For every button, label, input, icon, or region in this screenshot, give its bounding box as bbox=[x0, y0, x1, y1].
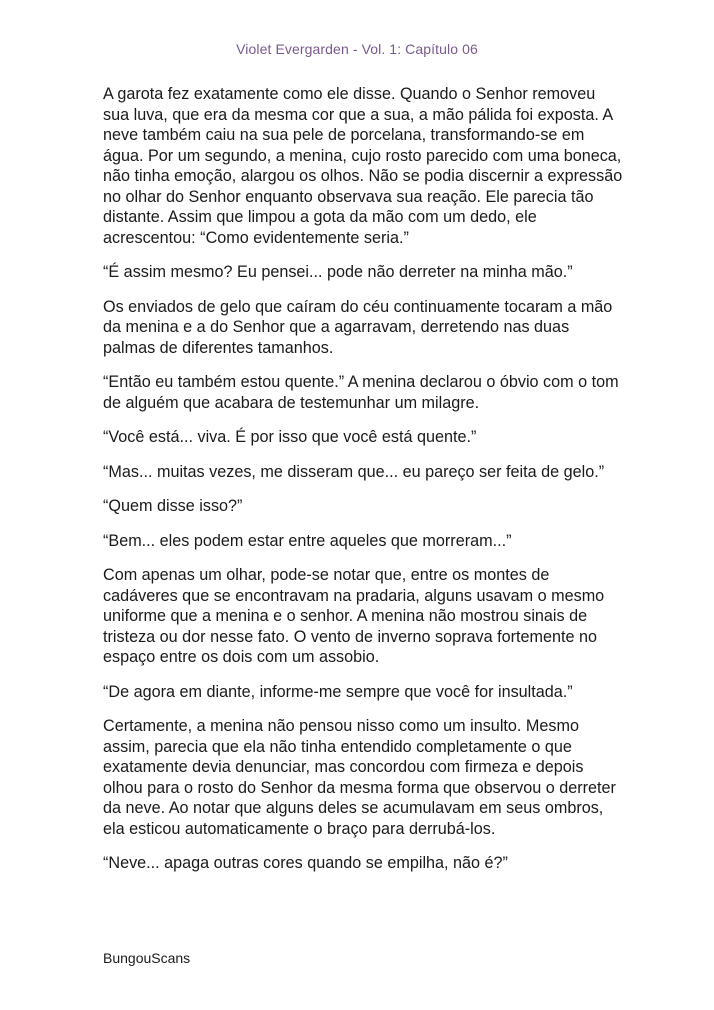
paragraph: “Quem disse isso?” bbox=[103, 497, 243, 515]
paragraph: “Você está... viva. É por isso que você está quente.” bbox=[103, 428, 477, 446]
paragraph: A garota fez exatamente como ele disse. Quando o Senhor removeu sua luva, que era da mesma cor que a sua, a mão pálida foi exposta. A neve também caiu na sua pele de porcelana, transformando-se em água. Por um segundo, a menina, cujo rosto parecido com uma boneca, não tinha emoção, alargou os olhos. Não se podia discernir a expressão no olhar do Senhor enquanto observava sua reação. Ele parecia tão distante. Assim que limpou a gota da mão com um dedo, ele acrescentou: “Como evidentemente seria.” bbox=[103, 85, 623, 247]
footer-credit: BungouScans bbox=[103, 950, 191, 966]
paragraph: “Então eu também estou quente.” A menina declarou o óbvio com o tom de alguém que acabara de testemunhar um milagre. bbox=[103, 373, 619, 412]
running-header: Violet Evergarden - Vol. 1: Capítulo 06 bbox=[236, 41, 478, 57]
paragraph: “Bem... eles podem estar entre aqueles que morreram...” bbox=[103, 531, 512, 550]
chapter-body bbox=[103, 84, 623, 888]
paragraph: Com apenas um olhar, pode-se notar que, entre os montes de cadáveres que se encontravam na pradaria, alguns usavam o mesmo uniforme que a menina e o senhor. A menina não mostrou sinais de tristeza ou dor nesse fato. O vento de inverno soprava fortemente no espaço entre os dois com um assobio. bbox=[103, 566, 605, 666]
paragraph: “De agora em diante, informe-me sempre que você for insultada.” bbox=[103, 682, 573, 701]
paragraph: “Mas... muitas vezes, me disseram que... eu pareço ser feita de gelo.” bbox=[103, 462, 605, 481]
paragraph: Os enviados de gelo que caíram do céu continuamente tocaram a mão da menina e a do Senhor que a agarravam, derretendo nas duas palmas de diferentes tamanhos. bbox=[103, 297, 613, 357]
paragraph: Certamente, a menina não pensou nisso como um insulto. Mesmo assim, parecia que ela não tinha entendido completamente o que exatamente devia denunciar, mas concordou com firmeza e depois olhou para o rosto do Senhor da mesma forma que observou o derreter da neve. Ao notar que alguns deles se acumulavam em seus ombros, ela esticou automaticamente o braço para derrubá-los. bbox=[103, 717, 616, 838]
paragraph: “É assim mesmo? Eu pensei... pode não derreter na minha mão.” bbox=[103, 263, 573, 281]
paragraph: “Neve... apaga outras cores quando se empilha, não é?” bbox=[103, 854, 508, 872]
